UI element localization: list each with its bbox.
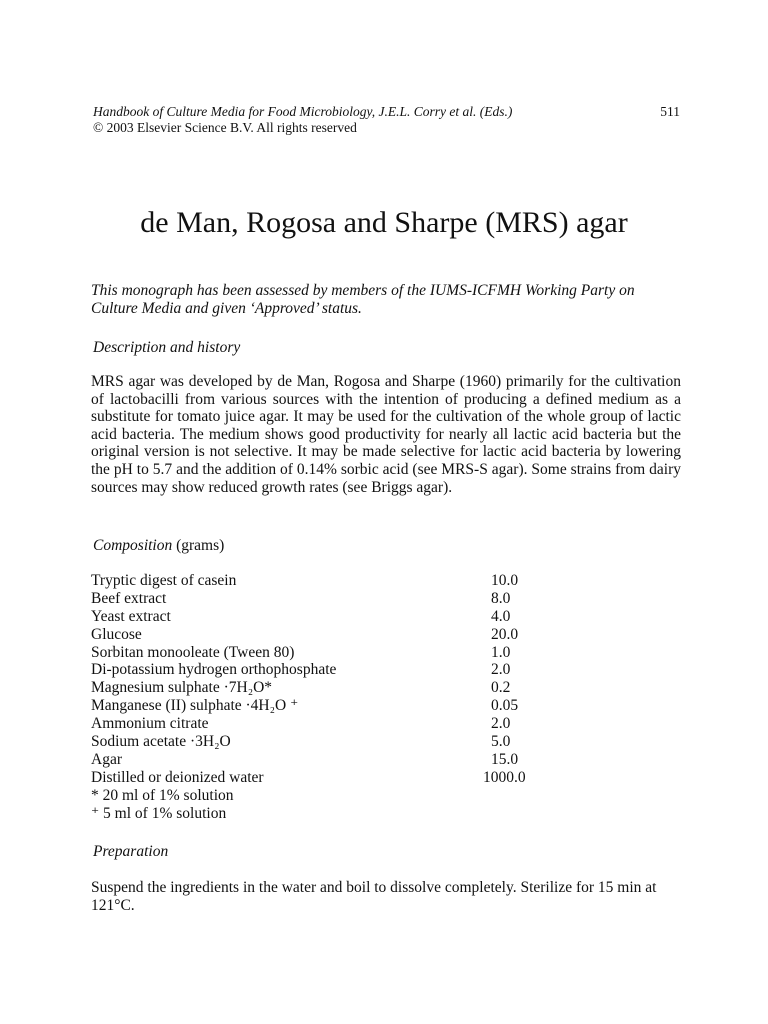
page-number: 511 — [660, 104, 680, 119]
composition-row — [91, 608, 531, 626]
ingredient-name: Di-potassium hydrogen orthophosphate — [91, 661, 337, 679]
composition-row — [91, 715, 531, 733]
composition-row — [91, 626, 531, 644]
composition-heading — [93, 537, 224, 555]
preparation-paragraph: Suspend the ingredients in the water and boil to dissolve completely. Sterilize for 15 min at 121°C. — [91, 879, 657, 914]
ingredient-amount: 8.0 — [491, 589, 511, 607]
composition-table — [91, 572, 531, 823]
page-header — [93, 104, 512, 136]
ingredient-amount: 2.0 — [491, 661, 511, 679]
ingredient-amount: 1000.0 — [483, 768, 526, 786]
ingredient-amount: 4.0 — [491, 607, 511, 625]
footnote: ⁺ 5 ml of 1% solution — [91, 804, 227, 822]
ingredient-name: Sodium acetate ·3H₂O — [91, 733, 231, 751]
ingredient-name: Agar — [91, 750, 122, 768]
ingredient-amount: 2.0 — [491, 715, 511, 733]
ingredient-name: Glucose — [91, 625, 142, 643]
ingredient-amount: 0.05 — [491, 697, 519, 715]
ingredient-name: Beef extract — [91, 589, 167, 607]
ingredient-amount: 0.2 — [491, 679, 511, 697]
ingredient-name: Ammonium citrate — [91, 715, 209, 733]
ingredient-amount: 20.0 — [491, 625, 519, 643]
composition-row — [91, 661, 531, 679]
composition-row — [91, 644, 531, 662]
ingredient-name: Sorbitan monooleate (Tween 80) — [91, 643, 295, 661]
composition-row — [91, 751, 531, 769]
ingredient-name: Yeast extract — [91, 607, 171, 625]
ingredient-name: Manganese (II) sulphate ·4H₂O ⁺ — [91, 697, 299, 715]
ingredient-name: Distilled or deionized water — [91, 768, 264, 786]
ingredient-name: Tryptic digest of casein — [91, 572, 237, 589]
composition-row — [91, 733, 531, 751]
description-paragraph: MRS agar was developed by de Man, Rogosa and Sharpe (1960) primarily for the cultivation of lactobacilli from various sources with the intention of producing a defined medium as a substitute for tomato juice agar. It may be used for the cultivation of the whole group of lactic acid bacteria. The medium shows good productivity for nearly all lactic acid bacteria but the original version is not selective. It may be made selective for lactic acid bacteria by lowering the pH to 5.7 and the addition of 0.14% sorbic acid (see MRS-S agar). Some strains from dairy sources may show reduced growth rates (see Briggs agar). — [91, 373, 681, 496]
citation-line: Handbook of Culture Media for Food Microbiology, J.E.L. Corry et al. (Eds.) — [93, 104, 513, 119]
composition-row — [91, 572, 531, 590]
composition-heading-label: Composition — [93, 537, 173, 554]
composition-row — [91, 590, 531, 608]
footnote: * 20 ml of 1% solution — [91, 786, 234, 804]
ingredient-amount: 10.0 — [491, 572, 519, 589]
ingredient-name: Magnesium sulphate ·7H₂O* — [91, 679, 273, 697]
composition-row — [91, 769, 531, 787]
preparation-heading: Preparation — [93, 843, 169, 860]
copyright-line: © 2003 Elsevier Science B.V. All rights reserved — [93, 120, 357, 135]
description-heading: Description and history — [93, 339, 241, 356]
ingredient-amount: 1.0 — [491, 643, 511, 661]
approval-note: This monograph has been assessed by members of the IUMS-ICFMH Working Party on Culture Media and given ‘Approved’ status. — [91, 282, 635, 317]
composition-row — [91, 679, 531, 697]
ingredient-amount: 5.0 — [491, 733, 511, 751]
composition-unit: (grams) — [176, 537, 225, 554]
ingredient-amount: 15.0 — [491, 750, 519, 768]
page-title: de Man, Rogosa and Sharpe (MRS) agar — [140, 206, 628, 239]
composition-row — [91, 697, 531, 715]
